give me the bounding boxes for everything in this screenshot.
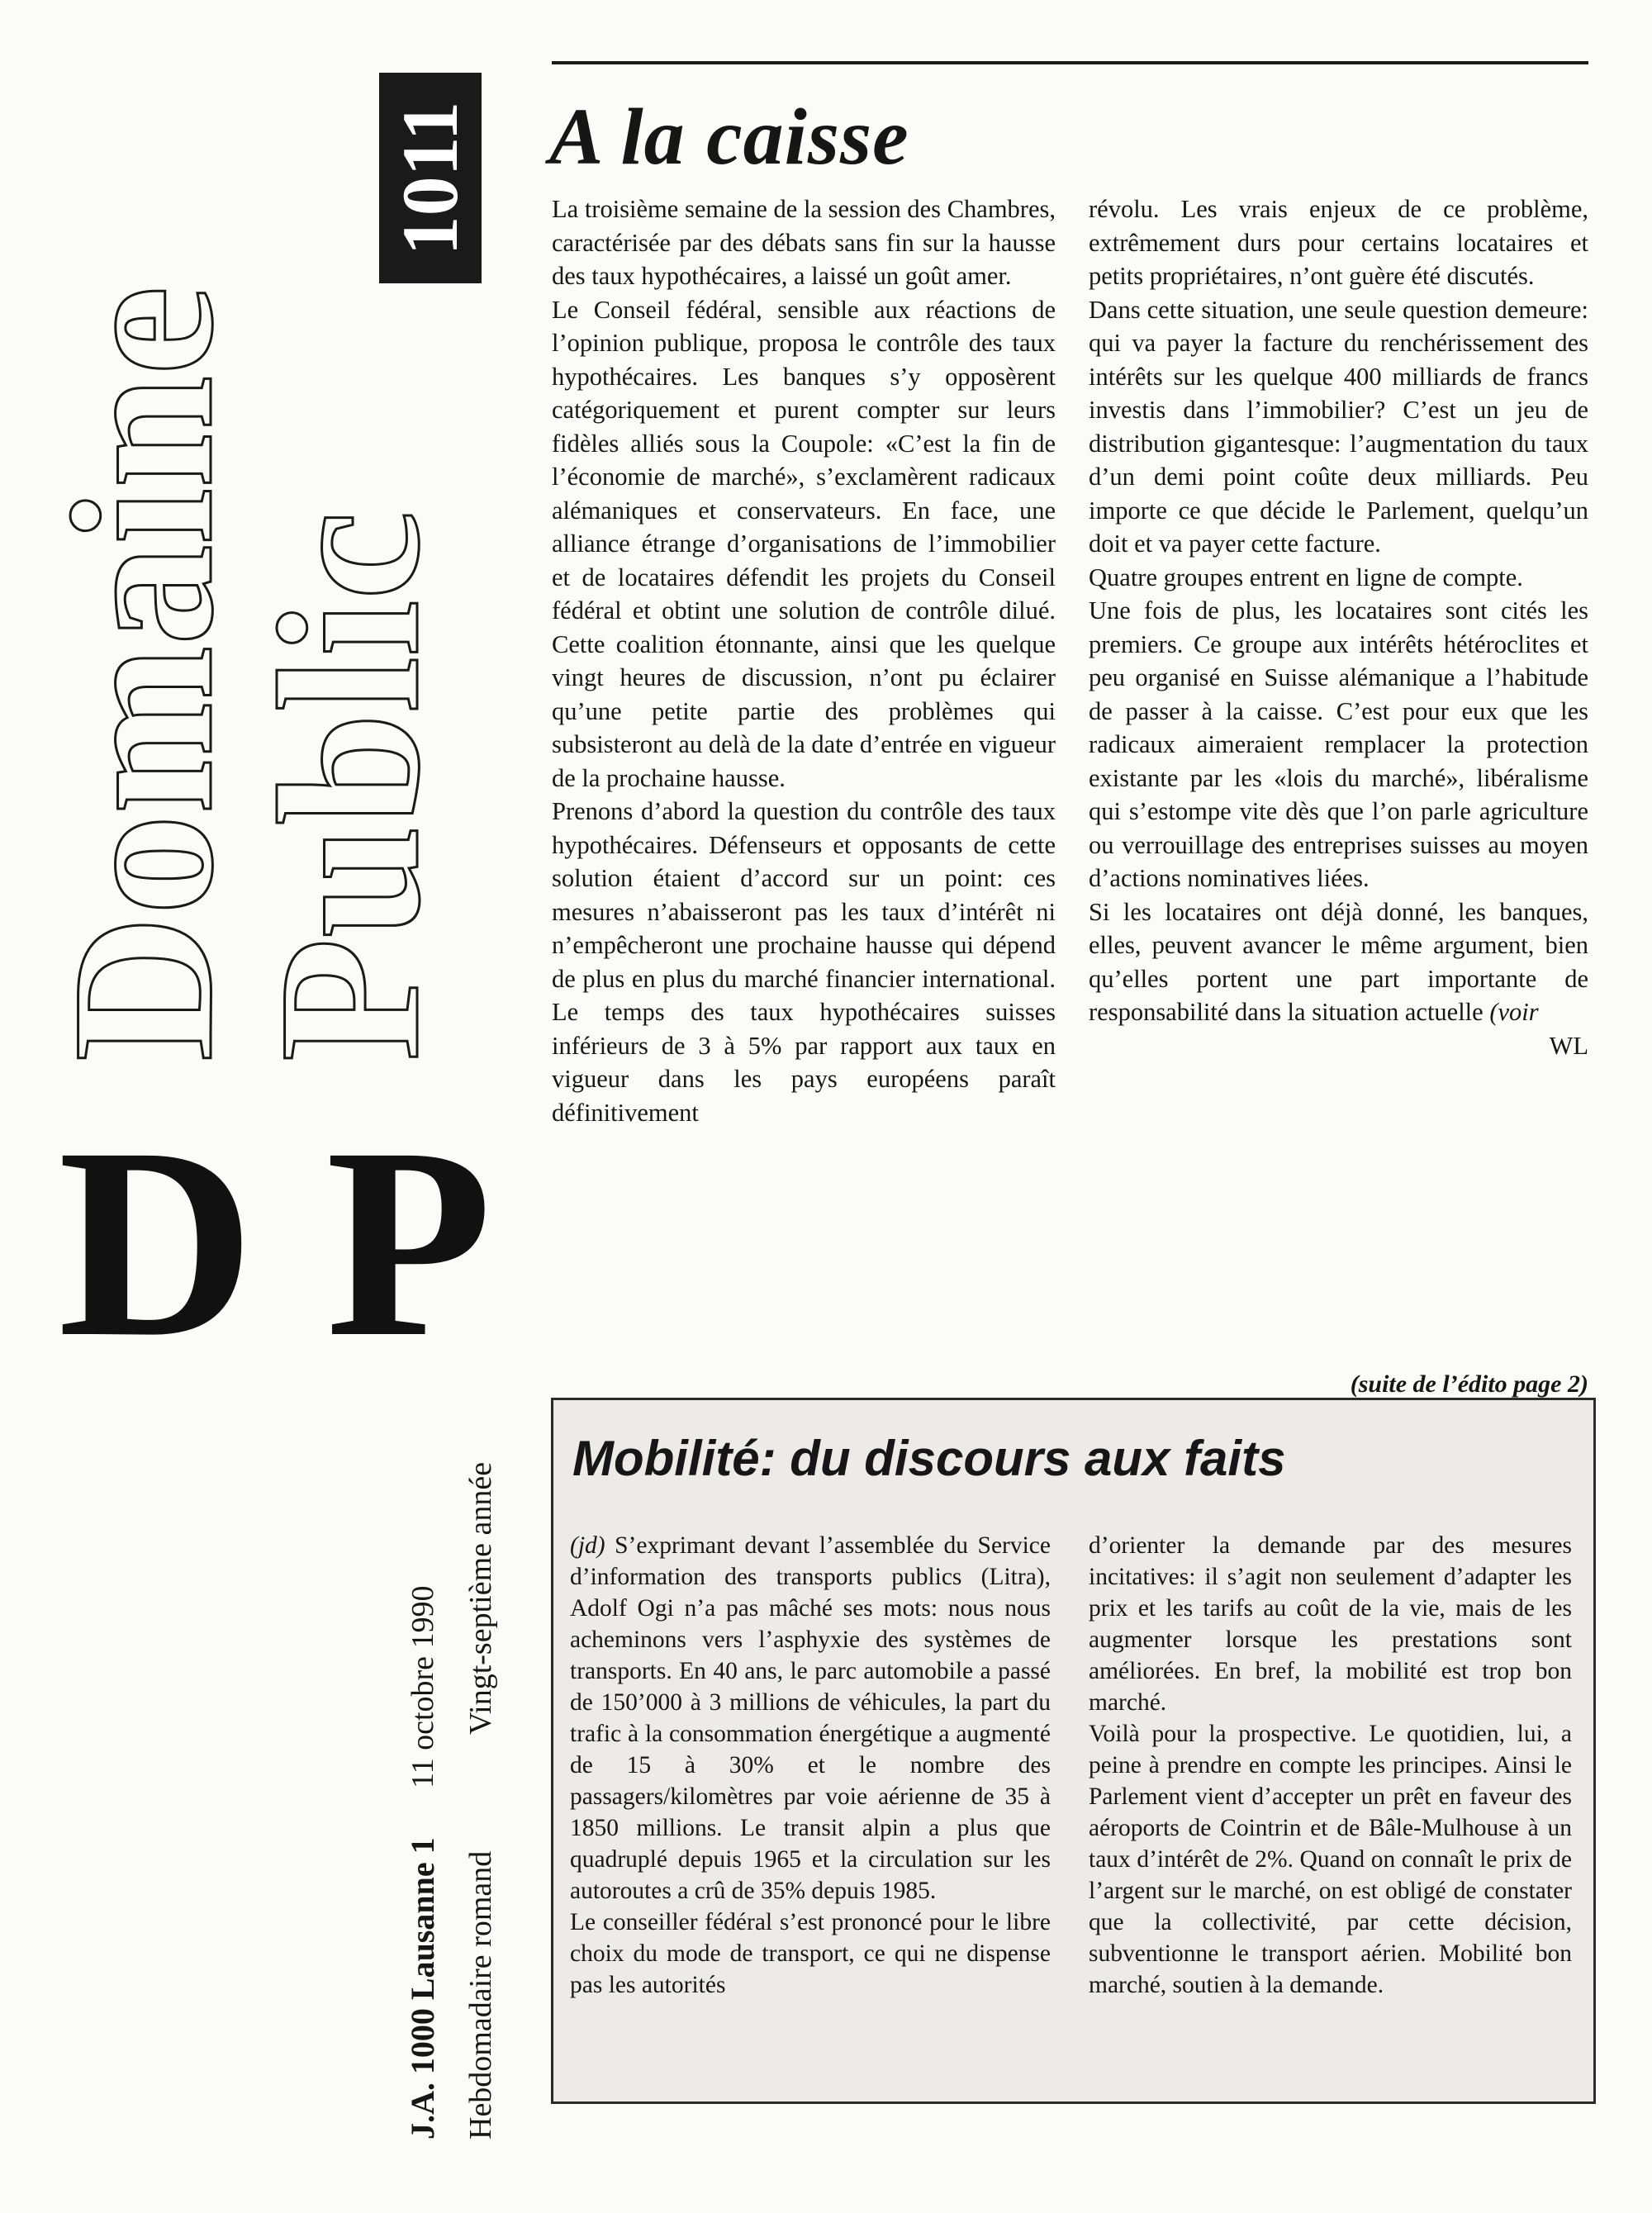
article-paragraph: Voilà pour la prospective. Le quotidien, lui, a peine à prendre en compte les principes. Ainsi le Parlement vient d’accepter un prêt en faveur des aéroports de Cointrin et de Bâle-Mulhouse à un taux d’intérêt de 2%. Quand on connaît le prix de l’argent sur le marché, on est obligé de constater que la collectivité, par cette décision, subventionne le transport aérien. Mobilité bon marché, soutien à la demande. [1089, 1721, 1572, 1998]
article-paragraph: Une fois de plus, les locataires sont cités les premiers. Ce groupe aux intérêts hétéroclites et peu organisé en Suisse alémanique a l’habitude de passer à la caisse. C’est pour eux que les radicaux aimeraient remplacer la protection existante par les «lois du marché», libéralisme qui s’estompe vite dès que l’on parle agriculture ou verrouillage des entreprises suisses au moyen d’actions nominatives liées. [1089, 596, 1588, 892]
postal-info: J.A. 1000 Lausanne 1 [404, 1837, 441, 2139]
publication-year: Vingt-septième année [463, 1461, 498, 1735]
box-column-1 [570, 1530, 1051, 2001]
box-article-title: Mobilité: du discours aux faits [572, 1431, 1286, 1486]
paragraph-text: S’exprimant devant l’assemblée du Service d’information des transports publics (Litra), Adolf Ogi n’a pas mâché ses mots: nous nous acheminons vers l’asphyxie des systèmes de transports. En 40 ans, le parc automobile a passé de 150’000 à 3 millions de véhicules, la part du trafic à la consommation énergétique a augmenté de 15 à 30% et le nombre des passagers/kilomètres par voie aérienne de 35 à 1850 millions. Le transit alpin a plus que quadruplé depuis 1965 et la circulation sur les autoroutes a crû de 35% depuis 1985. [570, 1532, 1051, 1904]
publication-type: Hebdomadaire romand [463, 1850, 498, 2139]
article-paragraph [570, 1530, 1051, 1907]
article-paragraph: Dans cette situation, une seule question demeure: qui va payer la facture du renchérissement des intérêts sur les quelque 400 milliards de francs investis dans l’immobilier? C’est un jeu de distribution gigantesque: l’augmentation du taux d’un demi point coûte deux milliards. Peu importe ce que décide le Parlement, quelqu’un doit et va payer cette facture. [1089, 295, 1588, 558]
article-paragraph: Le Conseil fédéral, sensible aux réactions de l’opinion publique, proposa le contrôle des taux hypothécaires. Les banques s’y opposèrent catégoriquement et purent compter sur leurs fidèles alliés sous la Coupole: «C’est la fin de l’économie de marché», s’exclamèrent radicaux alémaniques et conservateurs. En face, une alliance étrange d’organisations de l’immobilier et de locataires défendit les projets du Conseil fédéral et obtint une solution de contrôle dilué. Cette coalition étonnante, ainsi que les quelque vingt heures de discussion, n’ont pu éclairer qu’une petite partie des problèmes qui subsisteront au delà de la date d’entrée en vigueur de la prochaine hausse. [552, 295, 1056, 792]
article-paragraph: d’orienter la demande par des mesures incitatives: il s’agit non seulement d’adapter les prix et les tarifs au coût de la vie, mais de les augmenter lorsque les prestations sont améliorées. En bref, la mobilité est trop bon marché. [1089, 1532, 1572, 1716]
masthead-public: Public [237, 510, 461, 1061]
article-paragraph: Quatre groupes entrent en ligne de compte. [1089, 563, 1523, 591]
dp-logo-d: D [58, 1092, 252, 1394]
article-paragraph: Le conseiller fédéral s’est prononcé pour le libre choix du mode de transport, ce qui ne dispense pas les autorités [570, 1909, 1051, 1998]
continuation-note: (suite de l’édito page 2) [1350, 1370, 1588, 1398]
article-title: A la caisse [549, 93, 909, 182]
author-signature: WL [1549, 1031, 1588, 1060]
article-paragraph: révolu. Les vrais enjeux de ce problème, extrêmement durs pour certains locataires et petits propriétaires, n’ont guère été discutés. [1089, 195, 1588, 290]
article-paragraph: Prenons d’abord la question du contrôle des taux hypothécaires. Défenseurs et opposants de cette solution étaient d’accord sur un point: ces mesures n’abaisseront pas les taux d’intérêt ni n’empêcheront une prochaine hausse qui dépend de plus en plus du marché financier international. Le temps des taux hypothécaires suisses inférieurs de 3 à 5% par rapport aux taux en vigueur dans les pays européens paraît définitivement [552, 797, 1056, 1127]
issue-number: 1011 [386, 101, 474, 256]
article-column-1 [552, 192, 1056, 1129]
top-rule [552, 61, 1588, 64]
dp-logo-p: P [325, 1092, 489, 1394]
article-column-2 [1089, 192, 1588, 1062]
issue-number-box [379, 73, 482, 283]
article-paragraph: La troisième semaine de la session des Chambres, caractérisée par des débats sans fin sur la hausse des taux hypothécaires, a laissé un goût amer. [552, 195, 1056, 290]
box-column-2 [1089, 1530, 1572, 2001]
masthead-domaine: Domaine [31, 285, 254, 1061]
article-paragraph: Si les locataires ont déjà donné, les banques, elles, peuvent avancer le même argument, bien qu’elles portent une part importante de responsabilité dans la situation actuelle (voir [1089, 897, 1588, 1026]
byline: (jd) [570, 1532, 605, 1559]
issue-date: 11 octobre 1990 [406, 1585, 440, 1788]
reference-marker: (voir [1489, 998, 1539, 1026]
dp-logo [58, 1092, 489, 1394]
